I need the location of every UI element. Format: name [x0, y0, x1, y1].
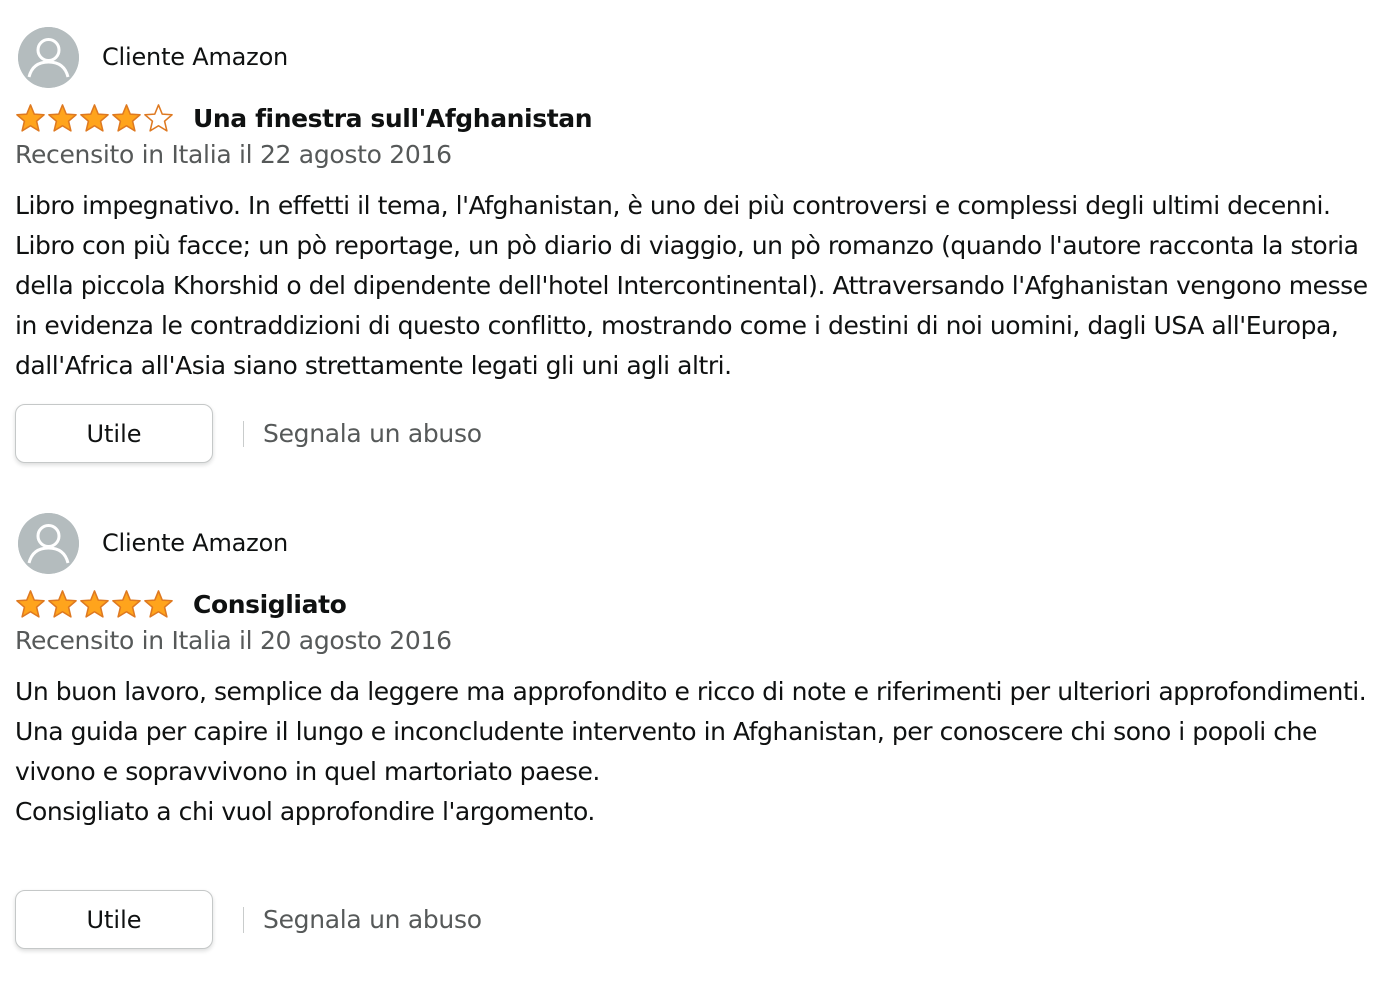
star-filled-icon — [15, 103, 46, 134]
star-rating[interactable] — [15, 103, 175, 134]
report-abuse-link[interactable]: Segnala un abuso — [263, 419, 482, 448]
review-title[interactable]: Una finestra sull'Afghanistan — [193, 103, 593, 133]
star-filled-icon — [47, 103, 78, 134]
star-filled-icon — [47, 589, 78, 620]
review-actions — [15, 889, 482, 950]
review-title-row — [15, 584, 346, 624]
star-rating[interactable] — [15, 589, 175, 620]
review-body-paragraph: Una guida per capire il lungo e inconcludente intervento in Afghanistan, per conoscere chi sono i popoli che vivono e sopravvivono in quel martoriato paese. — [15, 717, 1317, 786]
review-body — [15, 186, 1375, 386]
star-filled-icon — [111, 103, 142, 134]
report-abuse-link[interactable]: Segnala un abuso — [263, 905, 482, 934]
reviewer-name[interactable]: Cliente Amazon — [102, 529, 289, 557]
avatar-icon — [18, 27, 79, 88]
star-filled-icon — [79, 589, 110, 620]
star-filled-icon — [15, 589, 46, 620]
review-body — [15, 672, 1375, 832]
star-filled-icon — [143, 589, 174, 620]
review-actions — [15, 403, 482, 464]
star-empty-icon — [143, 103, 174, 134]
review-body-paragraph: Libro impegnativo. In effetti il tema, l'Afghanistan, è uno dei più controversi e complessi degli ultimi decenni. Libro con più facce; un pò reportage, un pò diario di viaggio, un pò romanzo (quando l'autore racconta la storia della piccola Khorshid o del dipendente dell'hotel Intercontinental). Attraversando l'Afghanistan vengono messe in evidenza le contraddizioni di questo conflitto, mostrando come i destini di noi uomini, dagli USA all'Europa, dall'Africa all'Asia siano strettamente legati gli uni agli altri. — [15, 191, 1368, 380]
helpful-button[interactable]: Utile — [15, 404, 213, 463]
reviewer-profile[interactable] — [18, 512, 288, 574]
star-filled-icon — [79, 103, 110, 134]
star-filled-icon — [111, 589, 142, 620]
review-title[interactable]: Consigliato — [193, 589, 347, 619]
review-title-row — [15, 98, 592, 138]
review-date: Recensito in Italia il 22 agosto 2016 — [15, 140, 452, 169]
reviewer-profile[interactable] — [18, 26, 288, 88]
divider — [243, 907, 244, 933]
divider — [243, 421, 244, 447]
review-date: Recensito in Italia il 20 agosto 2016 — [15, 626, 452, 655]
avatar-icon — [18, 513, 79, 574]
review-body-paragraph: Consigliato a chi vuol approfondire l'argomento. — [15, 797, 595, 826]
reviewer-name[interactable]: Cliente Amazon — [102, 43, 289, 71]
helpful-button[interactable]: Utile — [15, 890, 213, 949]
review-body-paragraph: Un buon lavoro, semplice da leggere ma approfondito e ricco di note e riferimenti per ulteriori approfondimenti. — [15, 677, 1367, 706]
